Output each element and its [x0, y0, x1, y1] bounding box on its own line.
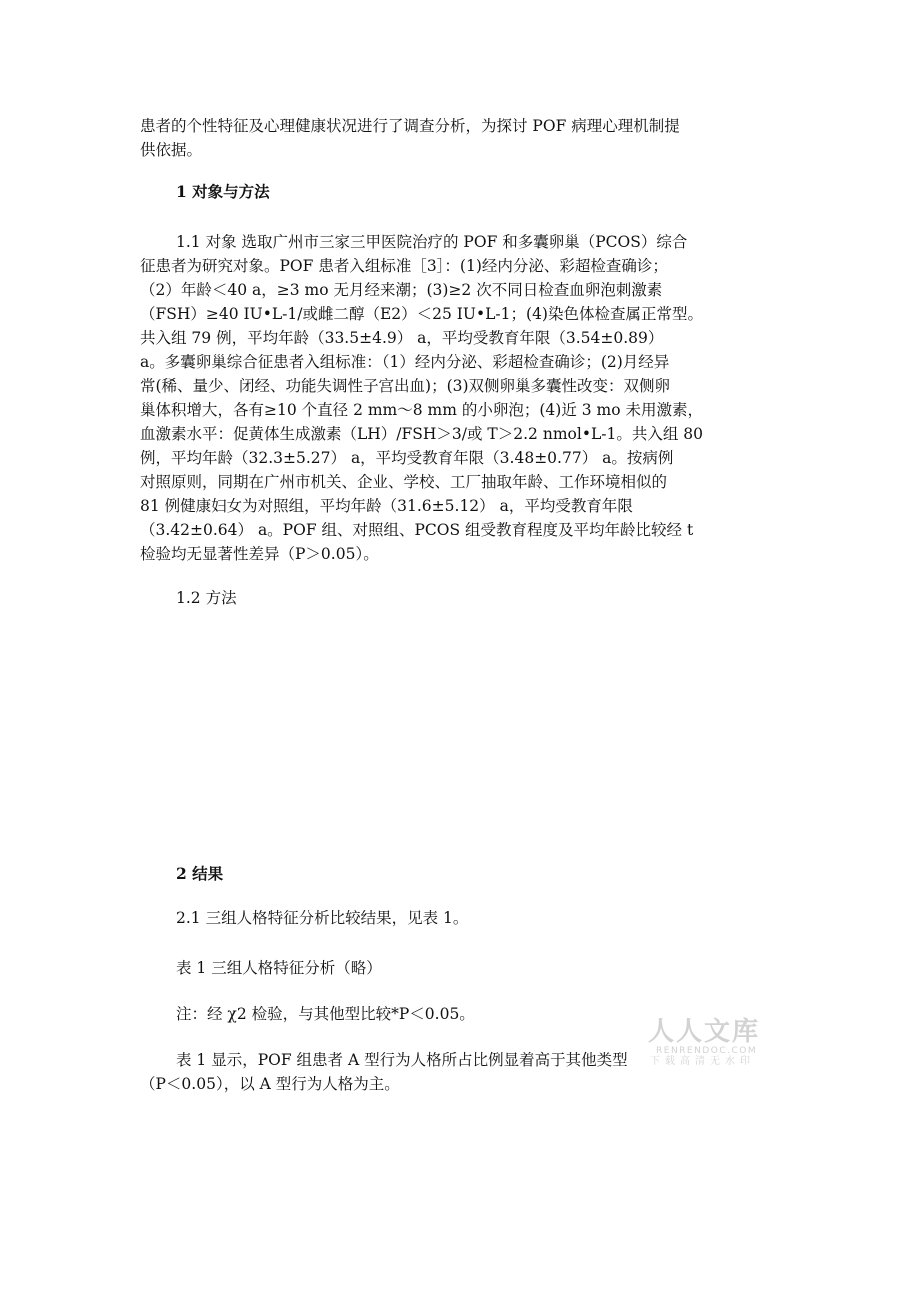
subjects-line: （2）年龄＜40 a，≥3 mo 无月经来潮；(3)≥2 次不同日检查血卵泡刺激素 [140, 281, 663, 299]
subjects-line: 81 例健康妇女为对照组，平均年龄（31.6±5.12） a，平均受教育年限 [140, 497, 633, 515]
section-heading-results: 2 结果 [176, 864, 224, 883]
watermark-subtitle: 下载高清无水印 [650, 1056, 755, 1067]
subjects-line: （FSH）≥40 IU•L-1/或雌二醇（E2）＜25 IU•L-1；(4)染色体检查属正常型。 [140, 305, 703, 323]
table-caption: 表 1 三组人格特征分析（略） [176, 959, 382, 977]
intro-paragraph [140, 114, 790, 162]
subsection-heading-methods: 1.2 方法 [176, 589, 237, 607]
subjects-line: a。多囊卵巢综合征患者入组标准：（1）经内分泌、彩超检查确诊；(2)月经异 [140, 353, 670, 371]
conclusion-paragraph [140, 1048, 790, 1096]
subjects-line: 1.1 对象 选取广州市三家三甲医院治疗的 POF 和多囊卵巢（PCOS）综合 [176, 233, 688, 251]
conclusion-line: 表 1 显示，POF 组患者 A 型行为人格所占比例显着高于其他类型 [176, 1051, 628, 1069]
subjects-paragraph [140, 230, 790, 566]
watermark-title: 人人文库 [648, 1017, 761, 1047]
section-heading-methods: 1 对象与方法 [176, 182, 270, 201]
subjects-line: （3.42±0.64） a。POF 组、对照组、PCOS 组受教育程度及平均年龄比较经 t [140, 521, 694, 539]
intro-line: 患者的个性特征及心理健康状况进行了调查分析，为探讨 POF 病理心理机制提 [140, 117, 680, 135]
subjects-line: 巢体积增大，各有≥10 个直径 2 mm～8 mm 的小卵泡；(4)近 3 mo 未用激素， [140, 401, 703, 419]
results-text: 2.1 三组人格特征分析比较结果，见表 1。 [176, 909, 469, 927]
subjects-line: 征患者为研究对象。POF 患者入组标准［3］：(1)经内分泌、彩超检查确诊； [140, 257, 668, 275]
subjects-line: 血激素水平：促黄体生成激素（LH）/FSH＞3/或 T＞2.2 nmol•L-1。共入组 80 [140, 425, 704, 443]
subjects-line: 对照原则，同期在广州市机关、企业、学校、工厂抽取年龄、工作环境相似的 [140, 473, 668, 491]
subjects-line: 共入组 79 例，平均年龄（33.5±4.9） a，平均受教育年限（3.54±0.89） [140, 329, 664, 347]
subjects-line: 检验均无显著性差异（P＞0.05）。 [140, 545, 379, 563]
conclusion-line: （P＜0.05），以 A 型行为人格为主。 [140, 1075, 400, 1093]
intro-line: 供依据。 [140, 141, 203, 159]
table-note: 注：经 χ2 检验，与其他型比较*P＜0.05。 [176, 1005, 475, 1023]
subjects-line: 例，平均年龄（32.3±5.27） a，平均受教育年限（3.48±0.77） a。按病例 [140, 449, 674, 467]
watermark-domain: RENRENDOC.COM [656, 1046, 758, 1056]
subjects-line: 常(稀、量少、闭经、功能失调性子宫出血)；(3)双侧卵巢多囊性改变：双侧卵 [140, 377, 671, 395]
